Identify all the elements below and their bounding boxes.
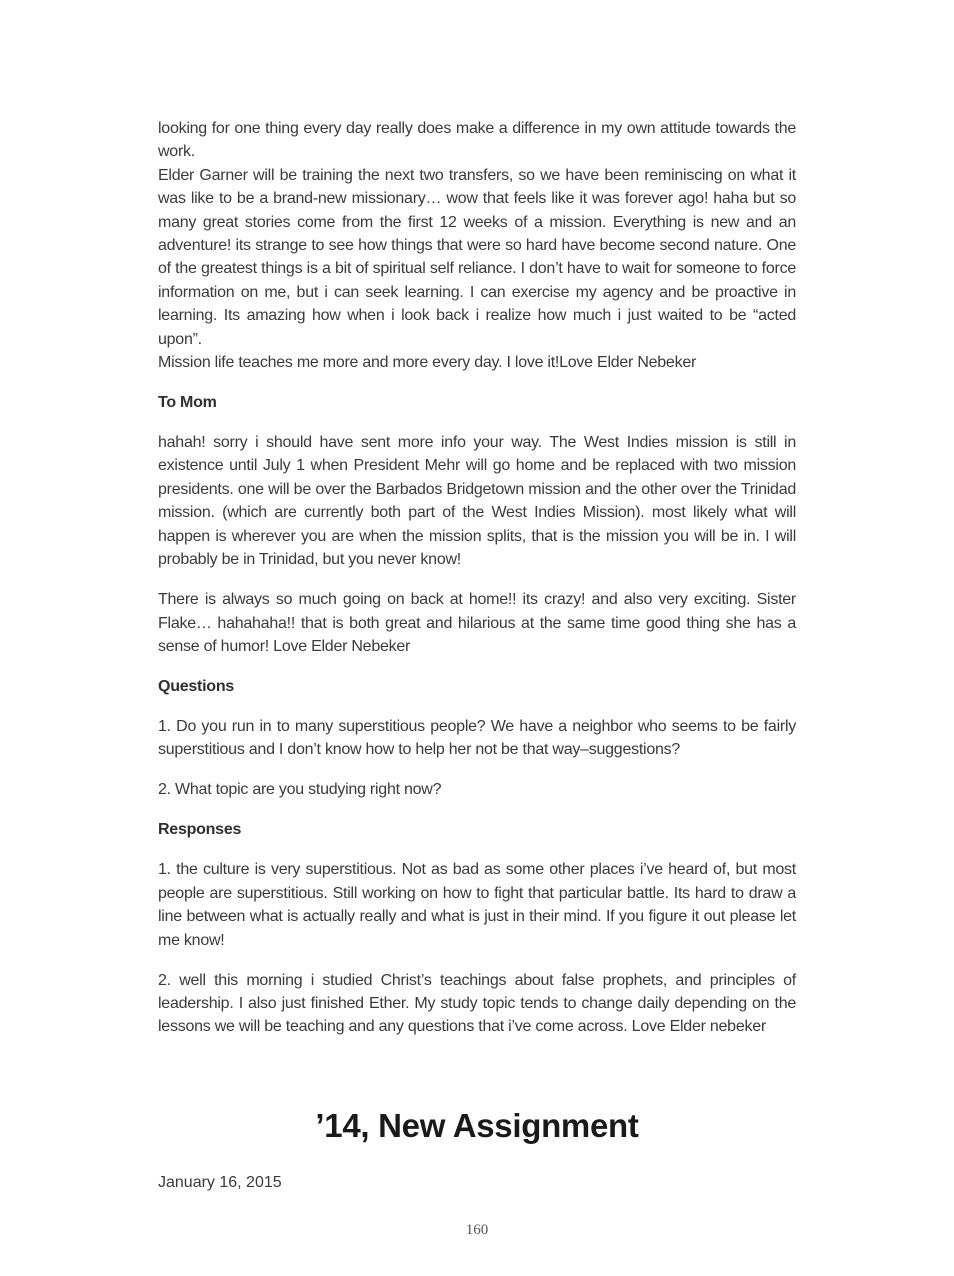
section-heading-questions: Questions <box>158 677 234 695</box>
section-heading-to-mom: To Mom <box>158 394 217 412</box>
question-1: 1. Do you run in to many superstitious people? We have a neighbor who seems to be fairly superstitious and I don’t know how to help her not be that way–suggestions? <box>158 717 796 759</box>
section-heading-responses: Responses <box>158 821 242 839</box>
text-line: second nature. One of the greatest things is a bit of spiritual self reliance. I don’t have to <box>158 237 796 278</box>
paragraph-west-indies: hahah! sorry i should have sent more info your way. The West Indies mission is still in existence until July 1 when President Mehr will go home and be replaced with two mission presidents. one will be over the Barbados Bridgetown mission and the other over the Trinidad mission. (which are currently both part of the West Indies Mission). most likely what will happen is wherever you are when the mission splits, that is the mission you will be in. I will probably be in Trinidad, but you never know! <box>158 434 796 569</box>
text-line: wait for someone to force information on me, but i can seek learning. I can exercise my <box>158 260 796 301</box>
text-line: agency and be proactive in learning. Its amazing how when i look back i realize how much <box>158 283 796 325</box>
text-line: Elder Garner will be training the next two transfers, so we have been reminiscing on <box>158 166 746 184</box>
page-number: 160 <box>465 1222 489 1238</box>
text-line: new and an adventure! its strange to see how things that were so hard have become <box>158 213 797 255</box>
text-line: haha but so many great stories come from the first 12 weeks of a mission. Everything is <box>158 190 797 231</box>
letter-body <box>158 117 796 1039</box>
text-line: looking for one thing every day really does make a difference in my own attitude towards <box>158 120 770 137</box>
paragraph-mission-life: Mission life teaches me more and more every day. I love it!Love Elder Nebeker <box>158 354 697 372</box>
paragraph-attitude <box>158 117 796 164</box>
chapter-title: ’14, New Assignment <box>315 1107 639 1144</box>
response-1: 1. the culture is very superstitious. Not as bad as some other places i’ve heard of, but most people are superstitious. Still working on how to fight that particular battle. Its hard to draw a line between what is actually really and what is just in their mind. If you figure it out please let me know! <box>158 861 796 949</box>
chapter-date: January 16, 2015 <box>158 1174 282 1191</box>
question-2: 2. What topic are you studying right now? <box>158 781 442 799</box>
paragraph-home-news: There is always so much going on back at home!! its crazy! and also very exciting. Sister Flake… hahahaha!! that is both great and hilarious at the same time good thing she has a sense of humor! Love Elder Nebeker <box>158 591 796 655</box>
paragraph-elder-garner <box>158 164 796 351</box>
text-line: what it was like to be a brand-new missionary… wow that feels like it was forever ago! <box>158 166 796 208</box>
text-line: the work. <box>158 120 796 161</box>
response-2: 2. well this morning i studied Christ’s teachings about false prophets, and principles of leadership. I also just finished Ether. My study topic tends to change daily depending on the lessons we will be teaching and any questions that i’ve come across. Love Elder nebeker <box>158 971 796 1036</box>
text-line: i just waited to be “acted upon”. <box>158 307 797 348</box>
